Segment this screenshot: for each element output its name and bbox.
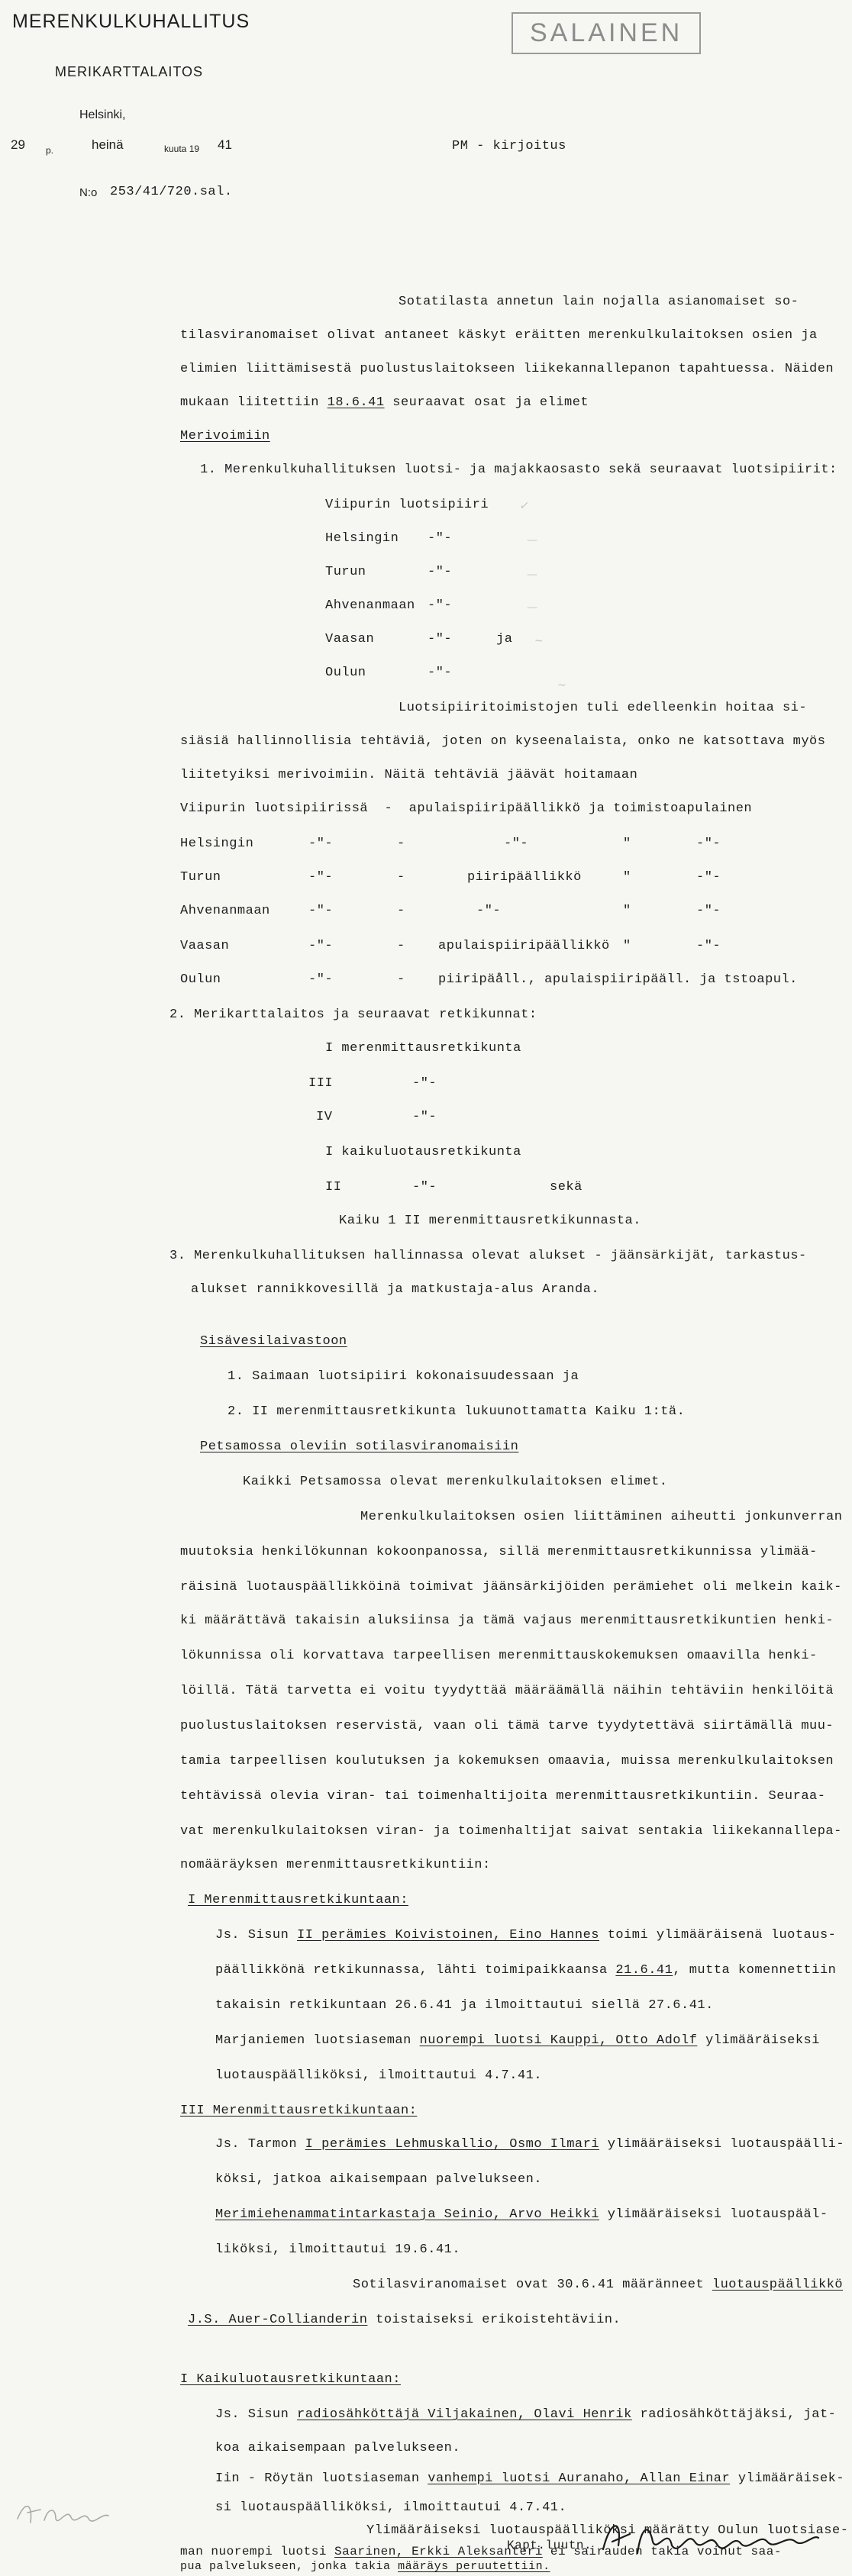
body-line: tamia tarpeellisen koulutuksen ja kokemuksen omaavia, muissa merenkulkulaitoksen [180, 1754, 834, 1768]
piiri-ditto: -"- [428, 666, 453, 680]
pencil-mark: ✓ [519, 500, 528, 512]
table-cell: -"- [696, 939, 721, 953]
retkikunta-ditto: -"- [412, 1110, 437, 1124]
doc-type: PM - kirjoitus [452, 139, 566, 153]
k1-heading: I Kaikuluotausretkikuntaan: [180, 2372, 401, 2387]
table-cell: " [623, 904, 631, 918]
sisavesi-item: 1. Saimaan luotsipiiri kokonaisuudessaan ja [228, 1369, 579, 1384]
intro-line-3: elimien liittämisestä puolustuslaitokseen liikekannallepanon tapahtuessa. Näiden [180, 362, 834, 376]
table-cell: Vaasan [180, 939, 230, 953]
merivoimiin-item-3a: 3. Merenkulkuhallituksen hallinnassa olevat alukset - jäänsärkijät, tarkastus- [169, 1249, 807, 1263]
sisavesi-item: 2. II merenmittausretkikunta lukuunottamatta Kaiku 1:tä. [228, 1404, 686, 1419]
table-cell: - [397, 870, 405, 885]
table-cell: " [623, 837, 631, 851]
r3-line-5: Sotilasviranomaiset ovat 30.6.41 määränneet luotauspäällikkö [353, 2278, 844, 2292]
k1-line-2: koa aikaisempaan palvelukseen. [215, 2441, 461, 2455]
retkikunta-num: I kaikuluotausretkikunta [325, 1145, 521, 1159]
kaiku-line: Kaiku 1 II merenmittausretkikunnasta. [339, 1214, 641, 1228]
pencil-mark: ~ [557, 679, 566, 692]
r1-line-5: luotauspäälliköksi, ilmoittautui 4.7.41. [215, 2068, 543, 2083]
r3-line-4: liköksi, ilmoittautui 19.6.41. [215, 2242, 461, 2257]
table-cell: -"- [696, 870, 721, 885]
table-cell: -"- [696, 904, 721, 918]
r3-line-1: Js. Tarmon I perämies Lehmuskallio, Osmo Ilmari ylimääräiseksi luotauspäälli- [215, 2137, 845, 2152]
intro-line-1: Sotatilasta annetun lain nojalla asianomaiset so- [399, 295, 799, 309]
retkikunta-ditto: -"- [412, 1180, 437, 1195]
no-label: N:o [79, 186, 98, 199]
piiri-name: Turun [325, 565, 366, 579]
merivoimiin-item-3b: alukset rannikkovesillä ja matkustaja-alus Aranda. [191, 1282, 600, 1297]
table-cell: -"- [696, 837, 721, 851]
signature-label: Kapt.luutn. [507, 2539, 592, 2552]
petsamo-text: Kaikki Petsamossa olevat merenkulkulaitoksen elimet. [243, 1475, 668, 1489]
body-line: puolustuslaitoksen reservistä, vaan oli tämä tarve tyydytettävä siirtämällä muu- [180, 1719, 834, 1733]
body-line: ki määrättävä takaisin aluksiinsa ja tämä vajaus merenmittausretkikuntien henki- [180, 1614, 834, 1628]
piiri-name: Vaasan [325, 632, 375, 646]
para-line-1: Luotsipiiritoimistojen tuli edelleenkin hoitaa si- [399, 701, 808, 715]
table-cell: piiripäällikkö [467, 870, 582, 885]
table-cell: -"- [476, 904, 502, 918]
retkikunta-num: I merenmittausretkikunta [325, 1041, 521, 1056]
pencil-mark: — [527, 534, 537, 546]
k1-line-4: si luotauspäälliköksi, ilmoittautui 4.7.41. [215, 2500, 567, 2515]
piiri-extra: ja [496, 632, 513, 646]
intro-line-2: tilasviranomaiset olivat antaneet käskyt eräitten merenkulkulaitoksen osien ja [180, 328, 818, 343]
table-cell: piiripäåll., apulaispiiripääll. ja tstoapul. [438, 972, 798, 987]
pencil-mark: — [527, 569, 537, 581]
merivoimiin-heading: Merivoimiin [180, 429, 270, 443]
table-cell: Ahvenanmaan [180, 904, 270, 918]
k1-line-7: pua palvelukseen, jonka takia määräys peruutettiin. [180, 2560, 550, 2573]
table-cell: -"- [308, 972, 334, 987]
date-month: heinä [92, 137, 124, 152]
merivoimiin-item-1: 1. Merenkulkuhallituksen luotsi- ja majakkaosasto sekä seuraavat luotsipiirit: [200, 463, 837, 477]
piiri-ditto: -"- [428, 598, 453, 613]
date-kuuta: kuuta 19 [164, 143, 200, 154]
r1-line-3: takaisin retkikuntaan 26.6.41 ja ilmoittautui siellä 27.6.41. [215, 1998, 714, 2013]
table-cell: Turun [180, 870, 221, 885]
piiri-name: Ahvenanmaan [325, 598, 415, 613]
intro-line-4: mukaan liitettiin 18.6.41 seuraavat osat ja elimet [180, 395, 589, 410]
table-cell: - [397, 837, 405, 851]
k1-line-3: Iin - Röytän luotsiaseman vanhempi luotsi Auranaho, Allan Einar ylimääräisek- [215, 2471, 845, 2486]
table-cell: -"- [308, 837, 334, 851]
r1-line-2: päällikkönä retkikunnassa, lähti toimipaikkaansa 21.6.41, mutta komennettiin [215, 1963, 837, 1978]
org-name: MERENKULKUHALLITUS [12, 11, 250, 32]
table-cell: " [623, 870, 631, 885]
table-cell: apulaispiiripäällikkö [438, 939, 610, 953]
retkikunta-num: IV [316, 1110, 333, 1124]
retkikunta-num: II [325, 1180, 342, 1195]
r1-line-1: Js. Sisun II perämies Koivistoinen, Eino Hannes toimi ylimääräisenä luotaus- [215, 1928, 837, 1942]
handwritten-signature [595, 2511, 825, 2565]
retkikunta-ditto: -"- [412, 1076, 437, 1091]
body-line: lökunnissa oli korvattava tarpeellisen merenmittauskokemuksen omaavilla henki- [180, 1649, 818, 1663]
dept-name: MERIKARTTALAITOS [55, 64, 204, 79]
sisavesi-heading: Sisävesilaivastoon [200, 1334, 347, 1349]
body-line: tehtävissä olevia viran- tai toimenhaltijoita merenmittausretkikuntiin. Seuraa- [180, 1789, 826, 1804]
retkikunta-num: III [308, 1076, 334, 1091]
date-p: p. [46, 145, 54, 156]
table-cell: - [397, 972, 405, 987]
petsamo-heading: Petsamossa oleviin sotilasviranomaisiin [200, 1440, 519, 1454]
table-cell: Oulun [180, 972, 221, 987]
piiri-ditto: -"- [428, 531, 453, 546]
piiri-name: Viipurin luotsipiiri [325, 498, 489, 512]
table-cell: -"- [308, 870, 334, 885]
pencil-mark: ~ [534, 635, 544, 647]
margin-scribble [14, 2496, 113, 2529]
table-cell: Helsingin [180, 837, 254, 851]
body-line: nomääräyksen merenmittausretkikuntiin: [180, 1858, 491, 1872]
k1-line-6: man nuorempi luotsi Saarinen, Erkki Aleksanteri ei sairauden takia voinut saa- [180, 2545, 782, 2558]
k1-line-5: Ylimääräiseksi luotauspäälliköksi määrätty Oulun luotsiase- [366, 2523, 849, 2538]
date-18-6-41: 18.6.41 [327, 395, 385, 410]
table-cell: -"- [504, 837, 529, 851]
body-line: räisinä luotauspäällikköinä toimivat jäänsärkijöiden perämiehet oli melkein kaik- [180, 1580, 842, 1594]
table-cell: " [623, 939, 631, 953]
date-day: 29 [11, 137, 25, 152]
table-cell: -"- [308, 939, 334, 953]
piiri-ditto: -"- [428, 632, 453, 646]
piiri-ditto: -"- [428, 565, 453, 579]
body-line: vat merenkulkulaitoksen viran- ja toimenhaltijat saivat sentakia liikekannallepa- [180, 1824, 842, 1839]
para-line-3: liitetyiksi merivoimiin. Näitä tehtäviä jäävät hoitamaan [180, 768, 638, 782]
no-value: 253/41/720.sal. [110, 185, 233, 199]
r1-heading: I Merenmittausretkikuntaan: [188, 1893, 408, 1907]
r3-line-3: Merimiehenammatintarkastaja Seinio, Arvo Heikki ylimääräiseksi luotauspääl- [215, 2207, 828, 2222]
piiri-name: Oulun [325, 666, 366, 680]
r3-line-6: J.S. Auer-Collianderin toistaiseksi erikoistehtäviin. [188, 2313, 621, 2327]
r3-line-2: köksi, jatkoa aikaisempaan palvelukseen. [215, 2172, 543, 2187]
merivoimiin-item-2: 2. Merikarttalaitos ja seuraavat retkikunnat: [169, 1008, 537, 1022]
table-row-viipuri: Viipurin luotsipiirissä - apulaispiiripäällikkö ja toimistoapulainen [180, 801, 753, 816]
body-line: löillä. Tätä tarvetta ei voitu tyydyttää määräämällä näihin tehtäviin henkilöitä [180, 1684, 834, 1698]
table-cell: -"- [308, 904, 334, 918]
table-cell: - [397, 939, 405, 953]
city: Helsinki, [79, 108, 126, 121]
body-line: muutoksia henkilökunnan kokoonpanossa, sillä merenmittausretkikunnissa ylimää- [180, 1545, 818, 1559]
piiri-name: Helsingin [325, 531, 399, 546]
retkikunta-extra: sekä [550, 1180, 583, 1195]
para-line-2: siäsiä hallinnollisia tehtäviä, joten on kyseenalaista, onko ne katsottava myös [180, 734, 826, 749]
table-cell: - [397, 904, 405, 918]
r3-heading: III Merenmittausretkikuntaan: [180, 2104, 418, 2118]
body-line: Merenkulkulaitoksen osien liittäminen aiheutti jonkunverran [360, 1510, 843, 1524]
pencil-mark: — [527, 601, 537, 614]
k1-line-1: Js. Sisun radiosähköttäjä Viljakainen, Olavi Henrik radiosähköttäjäksi, jat- [215, 2407, 837, 2422]
r1-line-4: Marjaniemen luotsiaseman nuorempi luotsi Kauppi, Otto Adolf ylimääräiseksi [215, 2033, 820, 2048]
secret-stamp: SALAINEN [512, 12, 701, 54]
date-year: 41 [218, 137, 232, 152]
